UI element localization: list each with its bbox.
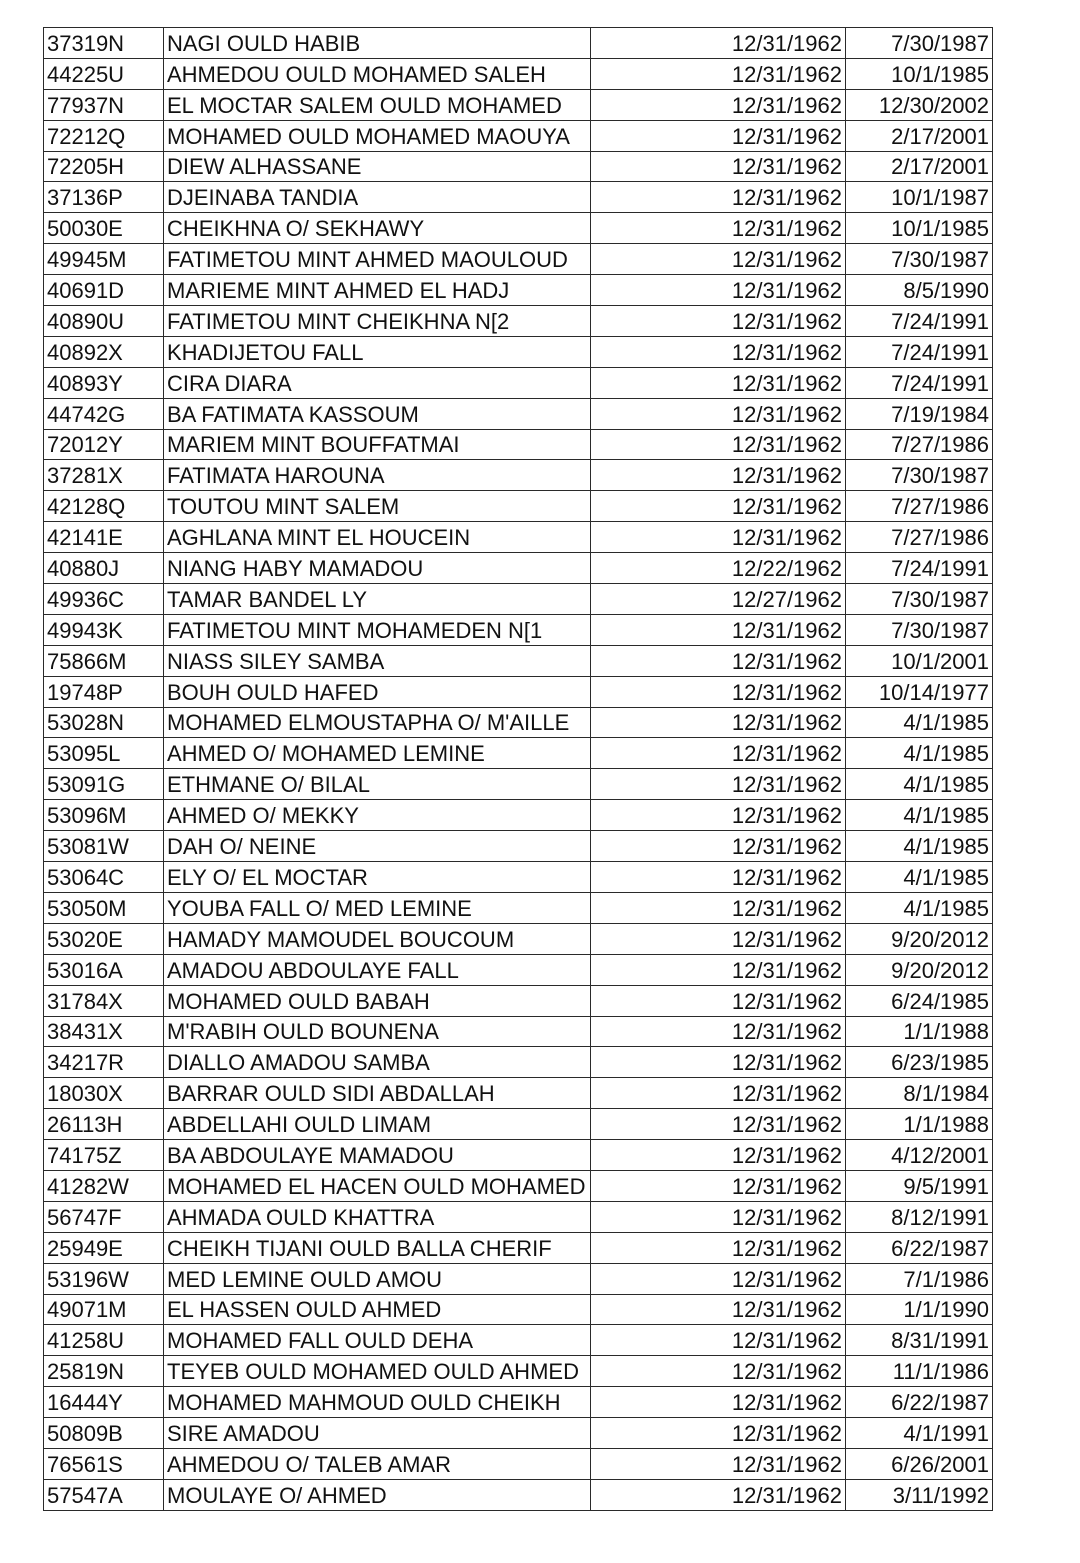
employee-name-cell: MOHAMED ELMOUSTAPHA O/ M'AILLE [164, 707, 591, 738]
employee-name-cell: AGHLANA MINT EL HOUCEIN [164, 522, 591, 553]
birth-date-cell: 12/31/1962 [591, 1387, 846, 1418]
employee-name-cell: NAGI OULD HABIB [164, 28, 591, 59]
birth-date-cell: 12/31/1962 [591, 244, 846, 275]
table-row [44, 89, 993, 120]
employee-name-cell: DAH O/ NEINE [164, 831, 591, 862]
hire-date-cell: 4/1/1985 [846, 892, 993, 923]
table-row [44, 1140, 993, 1171]
employee-name-cell: MED LEMINE OULD AMOU [164, 1263, 591, 1294]
birth-date-cell: 12/31/1962 [591, 367, 846, 398]
birth-date-cell: 12/31/1962 [591, 1201, 846, 1232]
hire-date-cell: 1/1/1988 [846, 1016, 993, 1047]
employee-name-cell: FATIMETOU MINT CHEIKHNA N[2 [164, 306, 591, 337]
employee-id-cell: 53064C [44, 862, 164, 893]
employee-id-cell: 77937N [44, 89, 164, 120]
employee-name-cell: ELY O/ EL MOCTAR [164, 862, 591, 893]
employee-id-cell: 31784X [44, 985, 164, 1016]
records-table [43, 27, 993, 1511]
table-row [44, 491, 993, 522]
employee-name-cell: EL MOCTAR SALEM OULD MOHAMED [164, 89, 591, 120]
hire-date-cell: 6/23/1985 [846, 1047, 993, 1078]
employee-name-cell: MOHAMED FALL OULD DEHA [164, 1325, 591, 1356]
employee-name-cell: BARRAR OULD SIDI ABDALLAH [164, 1078, 591, 1109]
employee-id-cell: 37319N [44, 28, 164, 59]
employee-name-cell: ABDELLAHI OULD LIMAM [164, 1109, 591, 1140]
hire-date-cell: 7/30/1987 [846, 614, 993, 645]
employee-id-cell: 26113H [44, 1109, 164, 1140]
hire-date-cell: 9/5/1991 [846, 1170, 993, 1201]
table-row [44, 367, 993, 398]
table-row [44, 182, 993, 213]
employee-id-cell: 49943K [44, 614, 164, 645]
table-row [44, 707, 993, 738]
hire-date-cell: 7/24/1991 [846, 306, 993, 337]
employee-id-cell: 53095L [44, 738, 164, 769]
hire-date-cell: 10/1/1987 [846, 182, 993, 213]
employee-name-cell: HAMADY MAMOUDEL BOUCOUM [164, 923, 591, 954]
table-row [44, 1170, 993, 1201]
employee-name-cell: ETHMANE O/ BILAL [164, 769, 591, 800]
hire-date-cell: 7/27/1986 [846, 429, 993, 460]
birth-date-cell: 12/31/1962 [591, 707, 846, 738]
birth-date-cell: 12/31/1962 [591, 954, 846, 985]
employee-name-cell: KHADIJETOU FALL [164, 336, 591, 367]
employee-id-cell: 49071M [44, 1294, 164, 1325]
employee-id-cell: 18030X [44, 1078, 164, 1109]
birth-date-cell: 12/31/1962 [591, 1448, 846, 1479]
employee-name-cell: MOULAYE O/ AHMED [164, 1479, 591, 1510]
birth-date-cell: 12/31/1962 [591, 738, 846, 769]
employee-id-cell: 50809B [44, 1418, 164, 1449]
hire-date-cell: 11/1/1986 [846, 1356, 993, 1387]
table-row [44, 985, 993, 1016]
hire-date-cell: 6/22/1987 [846, 1387, 993, 1418]
table-row [44, 429, 993, 460]
birth-date-cell: 12/31/1962 [591, 151, 846, 182]
employee-id-cell: 42141E [44, 522, 164, 553]
hire-date-cell: 10/1/1985 [846, 58, 993, 89]
table-row [44, 553, 993, 584]
table-row [44, 306, 993, 337]
employee-id-cell: 75866M [44, 645, 164, 676]
employee-name-cell: TAMAR BANDEL LY [164, 584, 591, 615]
employee-name-cell: DJEINABA TANDIA [164, 182, 591, 213]
table-row [44, 398, 993, 429]
employee-name-cell: FATIMATA HAROUNA [164, 460, 591, 491]
employee-name-cell: TOUTOU MINT SALEM [164, 491, 591, 522]
table-row [44, 1201, 993, 1232]
birth-date-cell: 12/31/1962 [591, 1047, 846, 1078]
table-row [44, 769, 993, 800]
hire-date-cell: 4/1/1985 [846, 769, 993, 800]
birth-date-cell: 12/31/1962 [591, 522, 846, 553]
employee-id-cell: 50030E [44, 213, 164, 244]
table-row [44, 1418, 993, 1449]
hire-date-cell: 7/19/1984 [846, 398, 993, 429]
hire-date-cell: 7/30/1987 [846, 244, 993, 275]
birth-date-cell: 12/31/1962 [591, 985, 846, 1016]
employee-id-cell: 57547A [44, 1479, 164, 1510]
hire-date-cell: 7/30/1987 [846, 460, 993, 491]
table-row [44, 1047, 993, 1078]
employee-name-cell: AHMED O/ MOHAMED LEMINE [164, 738, 591, 769]
table-row [44, 831, 993, 862]
birth-date-cell: 12/31/1962 [591, 182, 846, 213]
employee-name-cell: CIRA DIARA [164, 367, 591, 398]
hire-date-cell: 8/31/1991 [846, 1325, 993, 1356]
table-row [44, 923, 993, 954]
table-row [44, 120, 993, 151]
employee-id-cell: 53196W [44, 1263, 164, 1294]
employee-id-cell: 41258U [44, 1325, 164, 1356]
birth-date-cell: 12/31/1962 [591, 1016, 846, 1047]
birth-date-cell: 12/31/1962 [591, 1109, 846, 1140]
employee-id-cell: 40892X [44, 336, 164, 367]
employee-name-cell: MOHAMED OULD MOHAMED MAOUYA [164, 120, 591, 151]
employee-id-cell: 49945M [44, 244, 164, 275]
employee-name-cell: NIANG HABY MAMADOU [164, 553, 591, 584]
employee-name-cell: AHMEDOU O/ TALEB AMAR [164, 1448, 591, 1479]
employee-name-cell: MOHAMED EL HACEN OULD MOHAMED [164, 1170, 591, 1201]
employee-id-cell: 53016A [44, 954, 164, 985]
table-row [44, 213, 993, 244]
hire-date-cell: 10/1/1985 [846, 213, 993, 244]
birth-date-cell: 12/31/1962 [591, 58, 846, 89]
hire-date-cell: 6/26/2001 [846, 1448, 993, 1479]
table-row [44, 28, 993, 59]
birth-date-cell: 12/31/1962 [591, 1356, 846, 1387]
hire-date-cell: 12/30/2002 [846, 89, 993, 120]
birth-date-cell: 12/31/1962 [591, 614, 846, 645]
hire-date-cell: 4/12/2001 [846, 1140, 993, 1171]
hire-date-cell: 9/20/2012 [846, 923, 993, 954]
hire-date-cell: 7/30/1987 [846, 28, 993, 59]
hire-date-cell: 10/14/1977 [846, 676, 993, 707]
employee-id-cell: 41282W [44, 1170, 164, 1201]
hire-date-cell: 4/1/1985 [846, 707, 993, 738]
table-row [44, 1294, 993, 1325]
birth-date-cell: 12/31/1962 [591, 769, 846, 800]
birth-date-cell: 12/31/1962 [591, 645, 846, 676]
table-row [44, 862, 993, 893]
employee-name-cell: AMADOU ABDOULAYE FALL [164, 954, 591, 985]
table-row [44, 1232, 993, 1263]
table-row [44, 676, 993, 707]
employee-name-cell: TEYEB OULD MOHAMED OULD AHMED [164, 1356, 591, 1387]
employee-name-cell: MOHAMED OULD BABAH [164, 985, 591, 1016]
employee-id-cell: 76561S [44, 1448, 164, 1479]
employee-name-cell: BA FATIMATA KASSOUM [164, 398, 591, 429]
birth-date-cell: 12/31/1962 [591, 1294, 846, 1325]
table-row [44, 1016, 993, 1047]
employee-id-cell: 16444Y [44, 1387, 164, 1418]
birth-date-cell: 12/31/1962 [591, 120, 846, 151]
employee-id-cell: 53081W [44, 831, 164, 862]
hire-date-cell: 4/1/1985 [846, 800, 993, 831]
birth-date-cell: 12/31/1962 [591, 1170, 846, 1201]
birth-date-cell: 12/31/1962 [591, 1263, 846, 1294]
employee-name-cell: DIEW ALHASSANE [164, 151, 591, 182]
hire-date-cell: 9/20/2012 [846, 954, 993, 985]
employee-id-cell: 56747F [44, 1201, 164, 1232]
employee-id-cell: 37136P [44, 182, 164, 213]
records-table-body [44, 28, 993, 1511]
birth-date-cell: 12/31/1962 [591, 491, 846, 522]
hire-date-cell: 7/24/1991 [846, 553, 993, 584]
employee-name-cell: EL HASSEN OULD AHMED [164, 1294, 591, 1325]
table-row [44, 460, 993, 491]
hire-date-cell: 8/1/1984 [846, 1078, 993, 1109]
hire-date-cell: 4/1/1985 [846, 738, 993, 769]
employee-id-cell: 53028N [44, 707, 164, 738]
birth-date-cell: 12/31/1962 [591, 1140, 846, 1171]
birth-date-cell: 12/31/1962 [591, 831, 846, 862]
hire-date-cell: 7/27/1986 [846, 522, 993, 553]
birth-date-cell: 12/31/1962 [591, 336, 846, 367]
hire-date-cell: 2/17/2001 [846, 151, 993, 182]
table-row [44, 1325, 993, 1356]
table-row [44, 645, 993, 676]
employee-id-cell: 44225U [44, 58, 164, 89]
hire-date-cell: 1/1/1988 [846, 1109, 993, 1140]
hire-date-cell: 7/24/1991 [846, 336, 993, 367]
table-row [44, 738, 993, 769]
birth-date-cell: 12/27/1962 [591, 584, 846, 615]
birth-date-cell: 12/31/1962 [591, 398, 846, 429]
birth-date-cell: 12/31/1962 [591, 892, 846, 923]
employee-name-cell: FATIMETOU MINT AHMED MAOULOUD [164, 244, 591, 275]
employee-id-cell: 53050M [44, 892, 164, 923]
employee-name-cell: CHEIKH TIJANI OULD BALLA CHERIF [164, 1232, 591, 1263]
table-row [44, 1448, 993, 1479]
employee-name-cell: SIRE AMADOU [164, 1418, 591, 1449]
employee-id-cell: 37281X [44, 460, 164, 491]
table-row [44, 522, 993, 553]
employee-id-cell: 40691D [44, 275, 164, 306]
hire-date-cell: 7/27/1986 [846, 491, 993, 522]
table-row [44, 800, 993, 831]
employee-id-cell: 53020E [44, 923, 164, 954]
hire-date-cell: 7/30/1987 [846, 584, 993, 615]
employee-name-cell: AHMEDOU OULD MOHAMED SALEH [164, 58, 591, 89]
birth-date-cell: 12/31/1962 [591, 1479, 846, 1510]
employee-id-cell: 40893Y [44, 367, 164, 398]
employee-id-cell: 53096M [44, 800, 164, 831]
table-row [44, 1387, 993, 1418]
employee-name-cell: DIALLO AMADOU SAMBA [164, 1047, 591, 1078]
employee-id-cell: 74175Z [44, 1140, 164, 1171]
employee-id-cell: 49936C [44, 584, 164, 615]
employee-name-cell: MARIEM MINT BOUFFATMAI [164, 429, 591, 460]
employee-id-cell: 25949E [44, 1232, 164, 1263]
table-row [44, 1078, 993, 1109]
employee-name-cell: BOUH OULD HAFED [164, 676, 591, 707]
employee-id-cell: 72012Y [44, 429, 164, 460]
employee-name-cell: NIASS SILEY SAMBA [164, 645, 591, 676]
hire-date-cell: 6/24/1985 [846, 985, 993, 1016]
table-row [44, 892, 993, 923]
hire-date-cell: 6/22/1987 [846, 1232, 993, 1263]
employee-name-cell: CHEIKHNA O/ SEKHAWY [164, 213, 591, 244]
hire-date-cell: 8/12/1991 [846, 1201, 993, 1232]
birth-date-cell: 12/31/1962 [591, 213, 846, 244]
hire-date-cell: 3/11/1992 [846, 1479, 993, 1510]
birth-date-cell: 12/31/1962 [591, 89, 846, 120]
birth-date-cell: 12/31/1962 [591, 1418, 846, 1449]
employee-id-cell: 40890U [44, 306, 164, 337]
hire-date-cell: 4/1/1985 [846, 862, 993, 893]
table-row [44, 244, 993, 275]
table-row [44, 1479, 993, 1510]
birth-date-cell: 12/31/1962 [591, 1232, 846, 1263]
hire-date-cell: 4/1/1991 [846, 1418, 993, 1449]
birth-date-cell: 12/31/1962 [591, 28, 846, 59]
hire-date-cell: 7/1/1986 [846, 1263, 993, 1294]
hire-date-cell: 1/1/1990 [846, 1294, 993, 1325]
hire-date-cell: 2/17/2001 [846, 120, 993, 151]
table-row [44, 954, 993, 985]
employee-id-cell: 42128Q [44, 491, 164, 522]
employee-id-cell: 38431X [44, 1016, 164, 1047]
employee-id-cell: 25819N [44, 1356, 164, 1387]
table-row [44, 1263, 993, 1294]
birth-date-cell: 12/31/1962 [591, 800, 846, 831]
employee-id-cell: 53091G [44, 769, 164, 800]
table-row [44, 151, 993, 182]
table-row [44, 336, 993, 367]
employee-name-cell: YOUBA FALL O/ MED LEMINE [164, 892, 591, 923]
employee-id-cell: 19748P [44, 676, 164, 707]
employee-id-cell: 40880J [44, 553, 164, 584]
hire-date-cell: 8/5/1990 [846, 275, 993, 306]
hire-date-cell: 4/1/1985 [846, 831, 993, 862]
birth-date-cell: 12/31/1962 [591, 923, 846, 954]
employee-id-cell: 44742G [44, 398, 164, 429]
employee-id-cell: 34217R [44, 1047, 164, 1078]
employee-name-cell: MARIEME MINT AHMED EL HADJ [164, 275, 591, 306]
table-row [44, 58, 993, 89]
birth-date-cell: 12/31/1962 [591, 275, 846, 306]
birth-date-cell: 12/31/1962 [591, 429, 846, 460]
employee-name-cell: AHMADA OULD KHATTRA [164, 1201, 591, 1232]
table-row [44, 614, 993, 645]
birth-date-cell: 12/31/1962 [591, 1325, 846, 1356]
birth-date-cell: 12/31/1962 [591, 306, 846, 337]
hire-date-cell: 10/1/2001 [846, 645, 993, 676]
birth-date-cell: 12/31/1962 [591, 862, 846, 893]
birth-date-cell: 12/31/1962 [591, 460, 846, 491]
employee-name-cell: AHMED O/ MEKKY [164, 800, 591, 831]
birth-date-cell: 12/22/1962 [591, 553, 846, 584]
table-row [44, 275, 993, 306]
hire-date-cell: 7/24/1991 [846, 367, 993, 398]
employee-name-cell: FATIMETOU MINT MOHAMEDEN N[1 [164, 614, 591, 645]
employee-name-cell: M'RABIH OULD BOUNENA [164, 1016, 591, 1047]
table-row [44, 584, 993, 615]
employee-id-cell: 72205H [44, 151, 164, 182]
birth-date-cell: 12/31/1962 [591, 1078, 846, 1109]
table-row [44, 1356, 993, 1387]
employee-name-cell: MOHAMED MAHMOUD OULD CHEIKH [164, 1387, 591, 1418]
table-row [44, 1109, 993, 1140]
employee-id-cell: 72212Q [44, 120, 164, 151]
employee-name-cell: BA ABDOULAYE MAMADOU [164, 1140, 591, 1171]
birth-date-cell: 12/31/1962 [591, 676, 846, 707]
